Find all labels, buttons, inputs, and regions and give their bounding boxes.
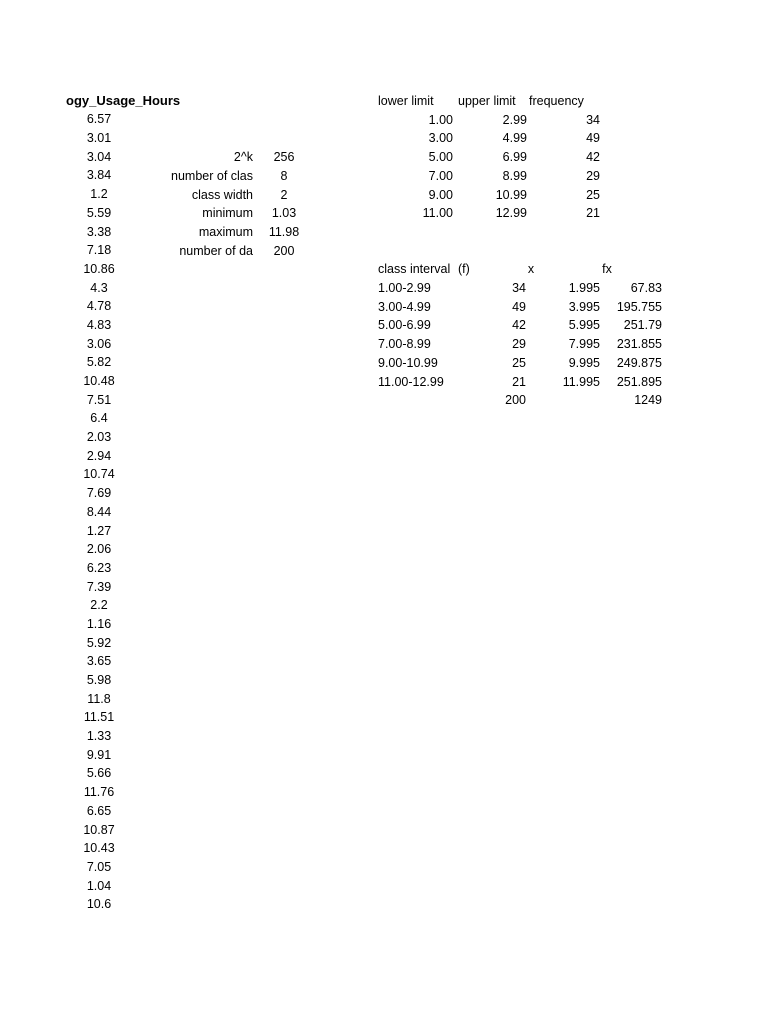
- header-lower-limit[interactable]: lower limit: [378, 94, 434, 108]
- summary-value[interactable]: 8: [280, 168, 288, 183]
- summary-label[interactable]: number of clas: [171, 168, 253, 183]
- upper-limit-cell[interactable]: 10.99: [495, 187, 527, 202]
- data-value-cell[interactable]: 5.98: [86, 673, 112, 688]
- lower-limit-cell[interactable]: 5.00: [428, 150, 453, 165]
- data-value-cell[interactable]: 4.83: [86, 317, 112, 332]
- x-cell[interactable]: 7.995: [568, 337, 600, 352]
- data-value-cell[interactable]: 3.65: [86, 654, 112, 669]
- header-class-interval[interactable]: class interval: [378, 262, 451, 277]
- data-value-cell[interactable]: 2.06: [86, 542, 112, 557]
- data-value-cell[interactable]: 1.16: [86, 616, 112, 631]
- f-cell[interactable]: 29: [512, 337, 526, 352]
- data-value-cell[interactable]: 11.51: [83, 710, 115, 725]
- frequency-cell[interactable]: 29: [586, 168, 600, 183]
- class-interval-cell[interactable]: 3.00-4.99: [378, 299, 431, 314]
- class-interval-cell[interactable]: 5.00-6.99: [378, 318, 431, 333]
- data-value-cell[interactable]: 10.74: [83, 467, 115, 482]
- header-x[interactable]: x: [527, 262, 535, 277]
- summary-value[interactable]: 1.03: [271, 206, 297, 221]
- data-value-cell[interactable]: 7.51: [86, 392, 112, 407]
- data-value-cell[interactable]: 2.94: [86, 448, 112, 463]
- summary-value[interactable]: 2: [280, 187, 288, 202]
- f-cell[interactable]: 42: [512, 318, 526, 333]
- data-value-cell[interactable]: 2.03: [86, 430, 112, 445]
- frequency-cell[interactable]: 21: [586, 206, 600, 221]
- data-value-cell[interactable]: 7.05: [86, 859, 112, 874]
- data-value-cell[interactable]: 5.92: [86, 635, 112, 650]
- class-interval-cell[interactable]: 1.00-2.99: [378, 281, 431, 295]
- x-cell[interactable]: 1.995: [568, 281, 600, 295]
- frequency-cell[interactable]: 34: [586, 112, 600, 127]
- data-value-cell[interactable]: 6.23: [86, 560, 112, 575]
- class-interval-cell[interactable]: 7.00-8.99: [378, 337, 431, 352]
- header-upper-limit[interactable]: upper limit: [458, 94, 516, 108]
- data-value-cell[interactable]: 7.39: [86, 579, 112, 594]
- upper-limit-cell[interactable]: 2.99: [502, 112, 527, 127]
- upper-limit-cell[interactable]: 4.99: [502, 131, 527, 146]
- lower-limit-cell[interactable]: 9.00: [428, 187, 453, 202]
- lower-limit-cell[interactable]: 3.00: [428, 131, 453, 146]
- f-cell[interactable]: 25: [512, 355, 526, 370]
- total-f-cell[interactable]: 200: [505, 393, 526, 408]
- header-fx[interactable]: fx: [602, 262, 612, 277]
- upper-limit-cell[interactable]: 8.99: [502, 168, 527, 183]
- data-value-cell[interactable]: 1.04: [86, 878, 112, 893]
- header-f[interactable]: (f): [458, 262, 470, 277]
- fx-cell[interactable]: 251.895: [616, 374, 662, 389]
- summary-label[interactable]: class width: [191, 187, 253, 202]
- data-value-cell[interactable]: 10.48: [83, 374, 115, 389]
- data-value-cell[interactable]: 10.86: [83, 261, 115, 276]
- data-column: [66, 110, 132, 914]
- class-interval-cell[interactable]: 9.00-10.99: [378, 355, 438, 370]
- data-value-cell[interactable]: 4.78: [86, 299, 112, 314]
- summary-label[interactable]: minimum: [202, 206, 253, 221]
- data-value-cell[interactable]: 10.43: [83, 841, 115, 856]
- summary-label[interactable]: number of da: [179, 243, 253, 258]
- data-value-cell[interactable]: 4.3: [90, 280, 108, 295]
- data-value-cell[interactable]: 9.91: [86, 747, 112, 762]
- f-cell[interactable]: 49: [512, 299, 526, 314]
- x-cell[interactable]: 11.995: [562, 374, 600, 389]
- x-cell[interactable]: 5.995: [568, 318, 600, 333]
- data-value-cell[interactable]: 6.65: [86, 803, 112, 818]
- x-cell[interactable]: 9.995: [568, 355, 600, 370]
- data-value-cell[interactable]: 1.33: [86, 729, 112, 744]
- fx-cell[interactable]: 195.755: [616, 299, 662, 314]
- data-value-cell[interactable]: 3.06: [86, 336, 112, 351]
- data-value-cell[interactable]: 10.6: [86, 897, 112, 912]
- data-value-cell[interactable]: 11.8: [87, 691, 111, 706]
- data-value-cell[interactable]: 3.04: [86, 149, 112, 164]
- lower-limit-cell[interactable]: 7.00: [428, 168, 453, 183]
- data-value-cell[interactable]: 5.59: [86, 205, 112, 220]
- x-cell[interactable]: 3.995: [568, 299, 600, 314]
- fx-cell[interactable]: 231.855: [616, 337, 662, 352]
- data-value-cell[interactable]: 10.87: [83, 822, 115, 837]
- lower-limit-cell[interactable]: 11.00: [422, 206, 453, 221]
- class-interval-cell[interactable]: 11.00-12.99: [378, 374, 444, 389]
- data-value-cell[interactable]: 11.76: [83, 785, 115, 800]
- upper-limit-cell[interactable]: 6.99: [502, 150, 527, 165]
- data-value-cell[interactable]: 8.44: [86, 504, 112, 519]
- f-cell[interactable]: 21: [512, 374, 526, 389]
- data-value-cell[interactable]: 6.57: [86, 112, 112, 127]
- upper-limit-cell[interactable]: 12.99: [495, 206, 527, 221]
- data-value-cell[interactable]: 3.38: [86, 224, 112, 239]
- data-value-cell[interactable]: 5.66: [86, 766, 112, 781]
- summary-value[interactable]: 11.98: [268, 224, 300, 239]
- data-value-cell[interactable]: 6.4: [90, 411, 108, 426]
- data-value-cell[interactable]: 1.27: [86, 523, 112, 538]
- summary-value[interactable]: 256: [273, 150, 295, 165]
- frequency-cell[interactable]: 25: [586, 187, 600, 202]
- fx-cell[interactable]: 67.83: [630, 281, 662, 295]
- data-value-cell[interactable]: 1.2: [90, 187, 108, 202]
- fx-cell[interactable]: 251.79: [623, 318, 662, 333]
- summary-label[interactable]: maximum: [198, 224, 253, 239]
- lower-limit-cell[interactable]: 1.00: [428, 112, 453, 127]
- summary-value[interactable]: 200: [273, 243, 295, 258]
- data-value-cell[interactable]: 7.18: [86, 243, 112, 258]
- total-fx-cell[interactable]: 1249: [634, 393, 662, 408]
- summary-label[interactable]: 2^k: [233, 150, 253, 165]
- f-cell[interactable]: 34: [512, 281, 526, 295]
- data-column-header[interactable]: ogy_Usage_Hours: [66, 93, 181, 108]
- frequency-cell[interactable]: 49: [586, 131, 600, 146]
- frequency-cell[interactable]: 42: [586, 150, 600, 165]
- fx-cell[interactable]: 249.875: [616, 355, 662, 370]
- data-value-cell[interactable]: 7.69: [86, 486, 112, 501]
- data-value-cell[interactable]: 5.82: [86, 355, 112, 370]
- header-frequency[interactable]: frequency: [529, 94, 584, 108]
- data-value-cell[interactable]: 2.2: [90, 598, 108, 613]
- data-value-cell[interactable]: 3.01: [86, 131, 112, 146]
- data-value-cell[interactable]: 3.84: [86, 168, 112, 183]
